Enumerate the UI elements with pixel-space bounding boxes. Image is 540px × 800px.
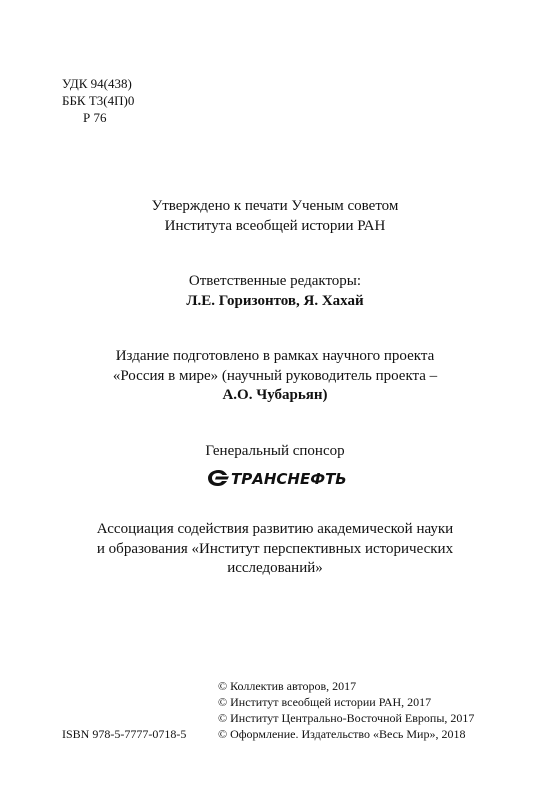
bbk-code: ББК Т3(4П)0 (62, 93, 135, 108)
copyright-list (218, 678, 474, 742)
project-note (5, 347, 540, 406)
project-line: Издание подготовлено в рамках научного проекта (115, 348, 435, 364)
copyright-line: © Институт всеобщей истории РАН, 2017 (218, 695, 432, 709)
association-note (5, 520, 540, 579)
author-mark: Р 76 (83, 110, 107, 125)
classification-codes (62, 75, 134, 126)
approval-note (5, 197, 540, 236)
sponsor-label-text: Генеральный спонсор (205, 443, 345, 459)
transneft-logo (207, 467, 347, 489)
sponsor-label (5, 442, 540, 462)
transneft-emblem-icon (208, 470, 229, 486)
logo-text: ТРАНСНЕФТЬ (231, 470, 347, 488)
copyright-line: © Институт Центрально-Восточной Европы, 2017 (218, 711, 475, 725)
project-leader: А.О. Чубарьян) (222, 387, 328, 403)
isbn: ISBN 978-5-7777-0718-5 (62, 727, 187, 741)
approval-line: Института всеобщей истории РАН (164, 217, 386, 234)
association-line: и образования «Институт перспективных исторических (96, 540, 454, 557)
editors-block (5, 272, 540, 311)
editors-names: Л.Е. Горизонтов, Я. Хахай (186, 292, 364, 309)
editors-label: Ответственные редакторы: (188, 273, 362, 289)
copyright-line: © Оформление. Издательство «Весь Мир», 2018 (218, 727, 466, 741)
approval-line: Утверждено к печати Ученым советом (151, 198, 399, 214)
copyright-line: © Коллектив авторов, 2017 (218, 679, 357, 693)
association-line: Ассоциация содействия развитию академической науки (96, 521, 454, 537)
udk-code: УДК 94(438) (62, 76, 132, 91)
association-line: исследований» (227, 560, 323, 576)
project-line: «Россия в мире» (научный руководитель проекта – (112, 367, 438, 384)
